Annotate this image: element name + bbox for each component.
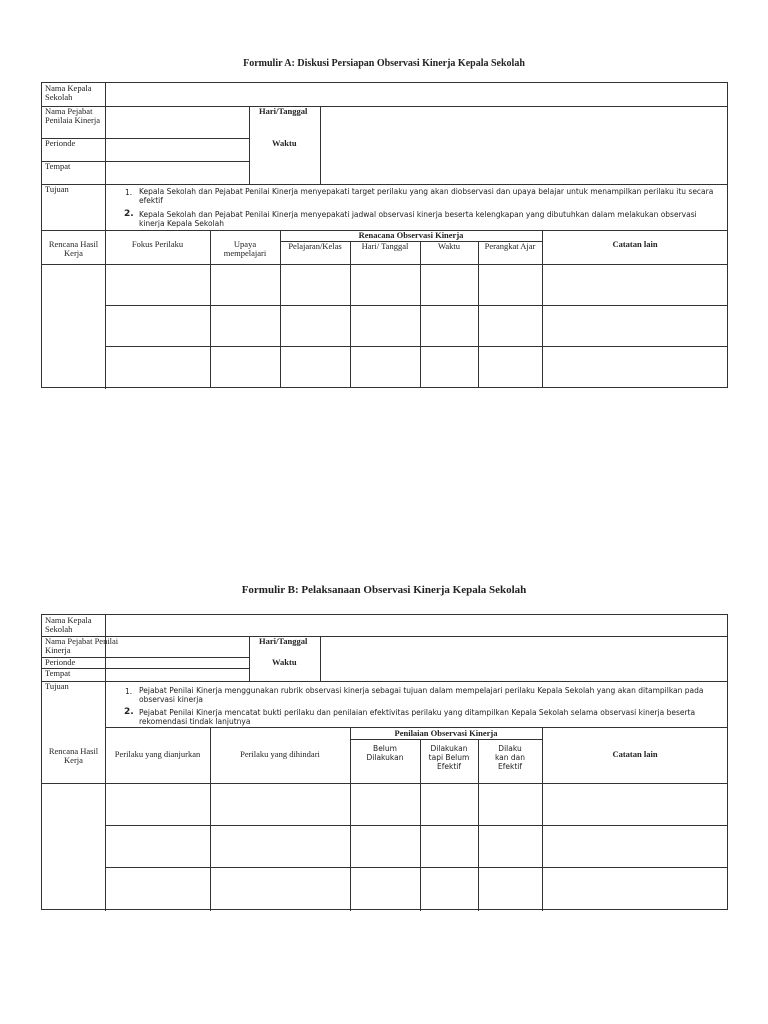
form-a-table: [41, 82, 728, 388]
b-header-dilakukan-tapi: Dilakukan tapi Belum Efektif: [428, 744, 470, 771]
label-tujuan: Tujuan: [45, 184, 69, 194]
tujuan-item-1: Kepala Sekolah dan Pejabat Penilai Kinerja menyepakati target perilaku yang akan diobservasi dan upaya belajar untuk menampilkan perilaku itu secara efektif: [139, 187, 714, 205]
label-periode: Perionde: [45, 138, 76, 148]
form-b-table: [41, 614, 728, 910]
input-nama-kepala[interactable]: [106, 84, 727, 105]
label-waktu: Waktu: [272, 138, 297, 148]
b-tujuan-item-1: Pejabat Penilai Kinerja menggunakan rubrik observasi kinerja sebagai tujuan dalam mempelajari perilaku Kepala Sekolah yang akan ditampilkan pada observasi kinerja: [139, 686, 704, 704]
label-nama-kepala: Nama Kepala Sekolah: [45, 83, 92, 102]
b-label-waktu: Waktu: [272, 657, 297, 667]
b-label-hari-tanggal: Hari/Tanggal: [259, 636, 308, 646]
b-input-hari-tanggal[interactable]: [321, 637, 727, 656]
b-header-group-penilaian: Penilaian Observasi Kinerja: [394, 728, 498, 738]
header-rencana-hasil: Rencana Hasil Kerja: [48, 239, 99, 258]
input-nama-pejabat[interactable]: [106, 107, 248, 137]
input-hari-tanggal[interactable]: [321, 107, 727, 137]
header-hari: Hari/ Tanggal: [361, 241, 409, 251]
header-catatan: Catatan lain: [612, 239, 658, 249]
b-input-nama-kepala[interactable]: [106, 616, 727, 635]
form-a-title: Formulir A: Diskusi Persiapan Observasi Kinerja Kepala Sekolah: [243, 58, 525, 69]
b-tujuan-num-2: 2.: [124, 707, 134, 717]
label-hari-tanggal: Hari/Tanggal: [259, 106, 308, 116]
header-upaya: Upaya mempelajari: [223, 239, 267, 258]
b-input-nama-pejabat[interactable]: [106, 637, 248, 656]
b-input-waktu[interactable]: [321, 658, 727, 680]
header-pelajaran: Pelajaran/Kelas: [288, 241, 342, 251]
b-tujuan-num-1: 1.: [125, 687, 133, 696]
b-header-dilakukan-efektif: Dilaku kan dan Efektif: [494, 744, 526, 771]
b-header-dihindari: Perilaku yang dihindari: [240, 749, 320, 759]
b-input-tempat[interactable]: [106, 669, 248, 680]
b-header-catatan: Catatan lain: [612, 749, 658, 759]
header-fokus: Fokus Perilaku: [131, 239, 184, 249]
b-header-rencana-hasil: Rencana Hasil Kerja: [48, 746, 99, 765]
b-label-nama-pejabat: Nama Pejabat Penilai Kinerja: [45, 636, 119, 655]
label-nama-pejabat: Nama Pejabat Penilaia Kinerja: [45, 106, 100, 125]
header-perangkat: Perangkat Ajar: [484, 241, 536, 251]
label-tempat: Tempat: [45, 161, 71, 171]
header-waktu: Waktu: [438, 241, 460, 251]
input-periode[interactable]: [106, 139, 248, 160]
tujuan-num-1: 1.: [125, 188, 133, 197]
b-label-periode: Perionde: [45, 657, 76, 667]
b-label-nama-kepala: Nama Kepala Sekolah: [45, 615, 92, 634]
b-input-periode[interactable]: [106, 658, 248, 667]
tujuan-num-2: 2.: [124, 209, 134, 219]
input-waktu[interactable]: [321, 139, 727, 183]
tujuan-item-2: Kepala Sekolah dan Pejabat Penilai Kinerja menyepakati jadwal observasi kinerja beserta kelengkapan yang dibutuhkan dalam melakukan observasi kinerja Kepala Sekolah: [139, 210, 697, 228]
b-label-tujuan: Tujuan: [45, 681, 69, 691]
b-header-dianjurkan: Perilaku yang dianjurkan: [114, 749, 201, 759]
header-group-renacana: Renacana Observasi Kinerja: [358, 230, 464, 240]
b-header-belum: Belum Dilakukan: [366, 744, 404, 762]
input-tempat[interactable]: [106, 162, 248, 183]
b-tujuan-item-2: Pejabat Penilai Kinerja mencatat bukti perilaku dan penilaian efektivitas perilaku yang ditampilkan Kepala Sekolah selama observasi kinerja beserta rekomendasi tindak lanjutnya: [139, 708, 696, 726]
form-b-title: Formulir B: Pelaksanaan Observasi Kinerja Kepala Sekolah: [241, 584, 527, 596]
b-label-tempat: Tempat: [45, 668, 71, 678]
